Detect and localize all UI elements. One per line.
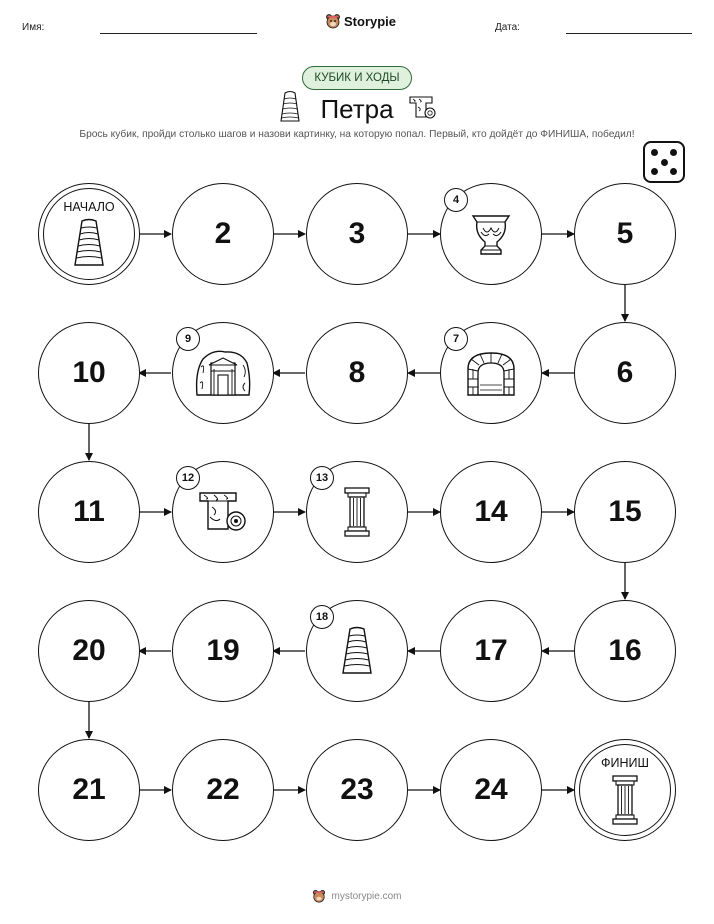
board-cell-10 — [38, 322, 140, 424]
cell-number: 17 — [474, 634, 508, 667]
cell-number: 16 — [608, 634, 642, 667]
instructions: Брось кубик, пройди столько шагов и назови картинку, на которую попал. Первый, кто дойдёт до ФИНИША, победил! — [79, 129, 635, 140]
cell-number: 23 — [340, 773, 374, 806]
start-cell — [38, 183, 140, 285]
footer — [0, 889, 714, 903]
pillar-icon — [610, 774, 640, 831]
board-cell-14 — [440, 461, 542, 563]
cell-number: 2 — [214, 217, 232, 250]
board-cell-3 — [306, 183, 408, 285]
cell-number: 24 — [474, 773, 508, 806]
stone-arch-icon — [464, 349, 518, 397]
board-cell-15 — [574, 461, 676, 563]
board-cell-2 — [172, 183, 274, 285]
page-title: Петра — [320, 94, 394, 124]
name-label: Имя: — [22, 22, 45, 33]
board-cell-18 — [306, 600, 408, 702]
board-cell-5 — [574, 183, 676, 285]
board-cell-16 — [574, 600, 676, 702]
rock-tomb-icon — [337, 626, 377, 676]
cell-number: 22 — [206, 773, 240, 806]
board-cell-17 — [440, 600, 542, 702]
board-cell-24 — [440, 739, 542, 841]
cell-number-badge: 4 — [444, 188, 468, 212]
cell-number-badge: 13 — [310, 466, 334, 490]
board-cell-19 — [172, 600, 274, 702]
board-cell-8 — [306, 322, 408, 424]
category-pill: КУБИК И ХОДЫ — [302, 66, 412, 90]
board-cell-7 — [440, 322, 542, 424]
rock-cut-temple-icon — [195, 349, 251, 397]
board-cell-12 — [172, 461, 274, 563]
board-cell-13 — [306, 461, 408, 563]
cell-number-badge: 9 — [176, 327, 200, 351]
column-capital-icon — [196, 489, 250, 535]
board-cell-9 — [172, 322, 274, 424]
cell-number: 5 — [616, 217, 634, 250]
pillar-icon — [342, 486, 372, 538]
board-cell-4 — [440, 183, 542, 285]
brand-name: Storypie — [344, 13, 397, 29]
board-cell-11 — [38, 461, 140, 563]
rock-tomb-icon — [69, 218, 109, 273]
cell-number: 11 — [73, 495, 105, 528]
date-label: Дата: — [495, 22, 520, 33]
cell-number-badge: 7 — [444, 327, 468, 351]
cell-number: 19 — [206, 634, 240, 667]
cell-number: 6 — [616, 356, 634, 389]
finish-label: ФИНИШ — [601, 756, 649, 770]
board-cell-22 — [172, 739, 274, 841]
cell-number-badge: 18 — [310, 605, 334, 629]
finish-cell — [574, 739, 676, 841]
board-cell-21 — [38, 739, 140, 841]
start-label: НАЧАЛО — [63, 200, 115, 214]
cell-number: 3 — [348, 217, 366, 250]
cell-number: 20 — [72, 634, 106, 667]
cell-number: 10 — [72, 356, 106, 389]
cell-number: 14 — [474, 495, 508, 528]
board-cell-6 — [574, 322, 676, 424]
board-cell-23 — [306, 739, 408, 841]
bear-mascot-icon — [312, 889, 326, 903]
urn-vase-icon — [467, 210, 515, 258]
cell-number-badge: 12 — [176, 466, 200, 490]
cell-number: 8 — [348, 356, 366, 389]
footer-site: mystorypie.com — [331, 890, 402, 902]
board-cell-20 — [38, 600, 140, 702]
cell-number: 21 — [72, 773, 106, 806]
cell-number: 15 — [608, 495, 642, 528]
